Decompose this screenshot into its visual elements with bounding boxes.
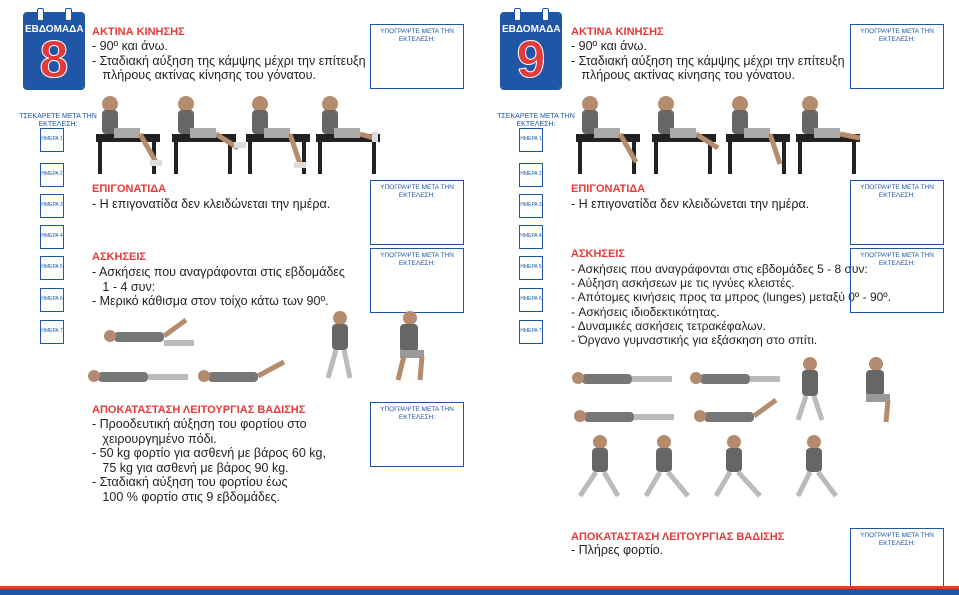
- exercises-heading: ΑΣΚΗΣΕΙΣ: [92, 251, 147, 263]
- figure-2: [652, 96, 718, 174]
- sign-label: ΥΠΟΓΡΑΨΤΕ ΜΕΤΑ ΤΗΝ ΕΚΤΕΛΕΣΗ:: [860, 532, 934, 547]
- day-4-checkbox[interactable]: ΗΜΕΡΑ 4: [519, 225, 543, 249]
- signature-box[interactable]: [850, 528, 944, 593]
- rehab-text: - Πλήρες φορτίο.: [571, 543, 664, 557]
- exercise-photos: [570, 350, 910, 500]
- sign-label: ΥΠΟΓΡΑΨΤΕ ΜΕΤΑ ΤΗΝ ΕΚΤΕΛΕΣΗ:: [380, 406, 454, 421]
- signature-box[interactable]: [850, 180, 944, 245]
- exercise-photos: [88, 310, 448, 392]
- brace-text: - Η επιγονατίδα δεν κλειδώνεται την ημέρα.: [92, 197, 331, 211]
- day-3-checkbox[interactable]: ΗΜΕΡΑ 3: [40, 194, 64, 218]
- signature-box[interactable]: [850, 248, 944, 313]
- exercises-text: - Ασκήσεις που αναγράφονται στις εβδομάδες 1 - 4 συν: - Μερικό κάθισμα στον τοίχο κάτω των 90º.: [92, 265, 345, 308]
- signature-box[interactable]: [370, 402, 464, 467]
- day-4-checkbox[interactable]: ΗΜΕΡΑ 4: [40, 225, 64, 249]
- check-label: ΤΣΕΚΑΡΕΤΕ ΜΕΤΑ ΤΗΝ ΕΚΤΕΛΕΣΗ:: [19, 113, 97, 128]
- figure-4: [796, 96, 860, 174]
- exercises-text: - Ασκήσεις που αναγράφονται στις εβδομάδες 5 - 8 συν: - Αύξηση ασκήσεων με τις ιγνύες κλειστές. - Απότομες κινήσεις προς τα μπρος (lunges) μεταξύ 0º - 90º. - Ασκήσεις ιδιοδεκτικότητας. - Δυναμικές ασκήσεις τετρακέφαλων. - Όργανο γυμναστικής για εξάσκηση στο σπίτι.: [571, 262, 892, 348]
- sign-label: ΥΠΟΓΡΑΨΤΕ ΜΕΤΑ ΤΗΝ ΕΚΤΕΛΕΣΗ:: [380, 184, 454, 199]
- lunge-figure-3: [716, 435, 760, 496]
- standing-figure: [798, 357, 822, 420]
- lying-figure-3: [694, 400, 776, 422]
- day-2-checkbox[interactable]: ΗΜΕΡΑ 2: [519, 163, 543, 187]
- exercises-heading: ΑΣΚΗΣΕΙΣ: [571, 248, 626, 260]
- lying-figure-3: [198, 362, 284, 382]
- lying-figure-2: [574, 410, 674, 422]
- sign-label: ΥΠΟΓΡΑΨΤΕ ΜΕΤΑ ΤΗΝ ΕΚΤΕΛΕΣΗ:: [860, 184, 934, 199]
- week-calendar-badge: [23, 12, 85, 90]
- lunge-figure-4: [798, 435, 836, 496]
- rehab-text: - Προοδευτική αύξηση του φορτίου στο χειρουργημένο πόδι. - 50 kg φορτίο για ασθενή με βάρος 60 kg, 75 kg για ασθενή με βάρος 90 kg. - Σταδιακή αύξηση του φορτίου έως 100 % φορτίο στις 9 εβδομάδες.: [92, 417, 326, 504]
- week-label: ΕΒΔΟΜΑΔΑ: [502, 24, 561, 35]
- day-1-checkbox[interactable]: ΗΜΕΡΑ 1: [519, 128, 543, 152]
- lying-figure-2: [88, 370, 188, 382]
- figure-4: [316, 96, 380, 174]
- day-3-checkbox[interactable]: ΗΜΕΡΑ 3: [519, 194, 543, 218]
- lying-figure-1: [572, 372, 672, 384]
- brace-text: - Η επιγονατίδα δεν κλειδώνεται την ημέρα.: [571, 197, 810, 211]
- week-number: 9: [516, 31, 546, 89]
- day-6-checkbox[interactable]: ΗΜΕΡΑ 6: [40, 288, 64, 312]
- check-label: ΤΣΕΚΑΡΕΤΕ ΜΕΤΑ ΤΗΝ ΕΚΤΕΛΕΣΗ:: [497, 113, 575, 128]
- lunge-figure-2: [646, 435, 688, 496]
- standing-figure: [328, 311, 350, 378]
- day-1-checkbox[interactable]: ΗΜΕΡΑ 1: [40, 128, 64, 152]
- lunge-figure-1: [580, 435, 618, 496]
- lying-figure-4: [690, 372, 780, 384]
- day-5-checkbox[interactable]: ΗΜΕΡΑ 5: [40, 256, 64, 280]
- brace-heading: ΕΠΙΓΟΝΑΤΙΔΑ: [92, 183, 167, 195]
- brace-heading: ΕΠΙΓΟΝΑΤΙΔΑ: [571, 183, 646, 195]
- range-text: - 90º και άνω. - Σταδιακή αύξηση της κάμψης μέχρι την επίτευξη πλήρους ακτίνας κίνησης του γόνατου.: [92, 39, 366, 82]
- signature-box[interactable]: [370, 248, 464, 313]
- signature-box[interactable]: [370, 180, 464, 245]
- signature-box[interactable]: [850, 24, 944, 89]
- lying-leg-raise-figure: [104, 320, 194, 346]
- figure-3: [726, 96, 790, 174]
- week-label: ΕΒΔΟΜΑΔΑ: [25, 24, 84, 35]
- seated-knee-extension-photos: [90, 90, 380, 176]
- wall-sit-figure: [866, 357, 890, 422]
- footer-blue-stripe: [0, 589, 959, 595]
- day-2-checkbox[interactable]: ΗΜΕΡΑ 2: [40, 163, 64, 187]
- day-5-checkbox[interactable]: ΗΜΕΡΑ 5: [519, 256, 543, 280]
- range-text: - 90º και άνω. - Σταδιακή αύξηση της κάμψης μέχρι την επίτευξη πλήρους ακτίνας κίνησης του γόνατου.: [571, 39, 845, 82]
- figure-2: [172, 96, 246, 174]
- day-7-checkbox[interactable]: ΗΜΕΡΑ 7: [40, 320, 64, 344]
- rehab-heading: ΑΠΟΚΑΤΑΣΤΑΣΗ ΛΕΙΤΟΥΡΓΙΑΣ ΒΑΔΙΣΗΣ: [92, 404, 306, 416]
- figure-3: [246, 96, 310, 174]
- seated-knee-extension-photos: [570, 90, 870, 176]
- sign-label: ΥΠΟΓΡΑΨΤΕ ΜΕΤΑ ΤΗΝ ΕΚΤΕΛΕΣΗ:: [860, 252, 934, 267]
- sign-label: ΥΠΟΓΡΑΨΤΕ ΜΕΤΑ ΤΗΝ ΕΚΤΕΛΕΣΗ:: [380, 28, 454, 43]
- day-6-checkbox[interactable]: ΗΜΕΡΑ 6: [519, 288, 543, 312]
- figure-1: [576, 96, 640, 174]
- signature-box[interactable]: [370, 24, 464, 89]
- figure-1: [96, 96, 162, 174]
- week-number: 8: [39, 31, 69, 89]
- sign-label: ΥΠΟΓΡΑΨΤΕ ΜΕΤΑ ΤΗΝ ΕΚΤΕΛΕΣΗ:: [860, 28, 934, 43]
- range-heading: ΑΚΤΙΝΑ ΚΙΝΗΣΗΣ: [571, 26, 664, 38]
- sign-label: ΥΠΟΓΡΑΨΤΕ ΜΕΤΑ ΤΗΝ ΕΚΤΕΛΕΣΗ:: [380, 252, 454, 267]
- week-calendar-badge: [500, 12, 562, 90]
- range-heading: ΑΚΤΙΝΑ ΚΙΝΗΣΗΣ: [92, 26, 185, 38]
- day-7-checkbox[interactable]: ΗΜΕΡΑ 7: [519, 320, 543, 344]
- rehab-heading: ΑΠΟΚΑΤΑΣΤΑΣΗ ΛΕΙΤΟΥΡΓΙΑΣ ΒΑΔΙΣΗΣ: [571, 531, 785, 543]
- wall-sit-figure: [398, 311, 424, 380]
